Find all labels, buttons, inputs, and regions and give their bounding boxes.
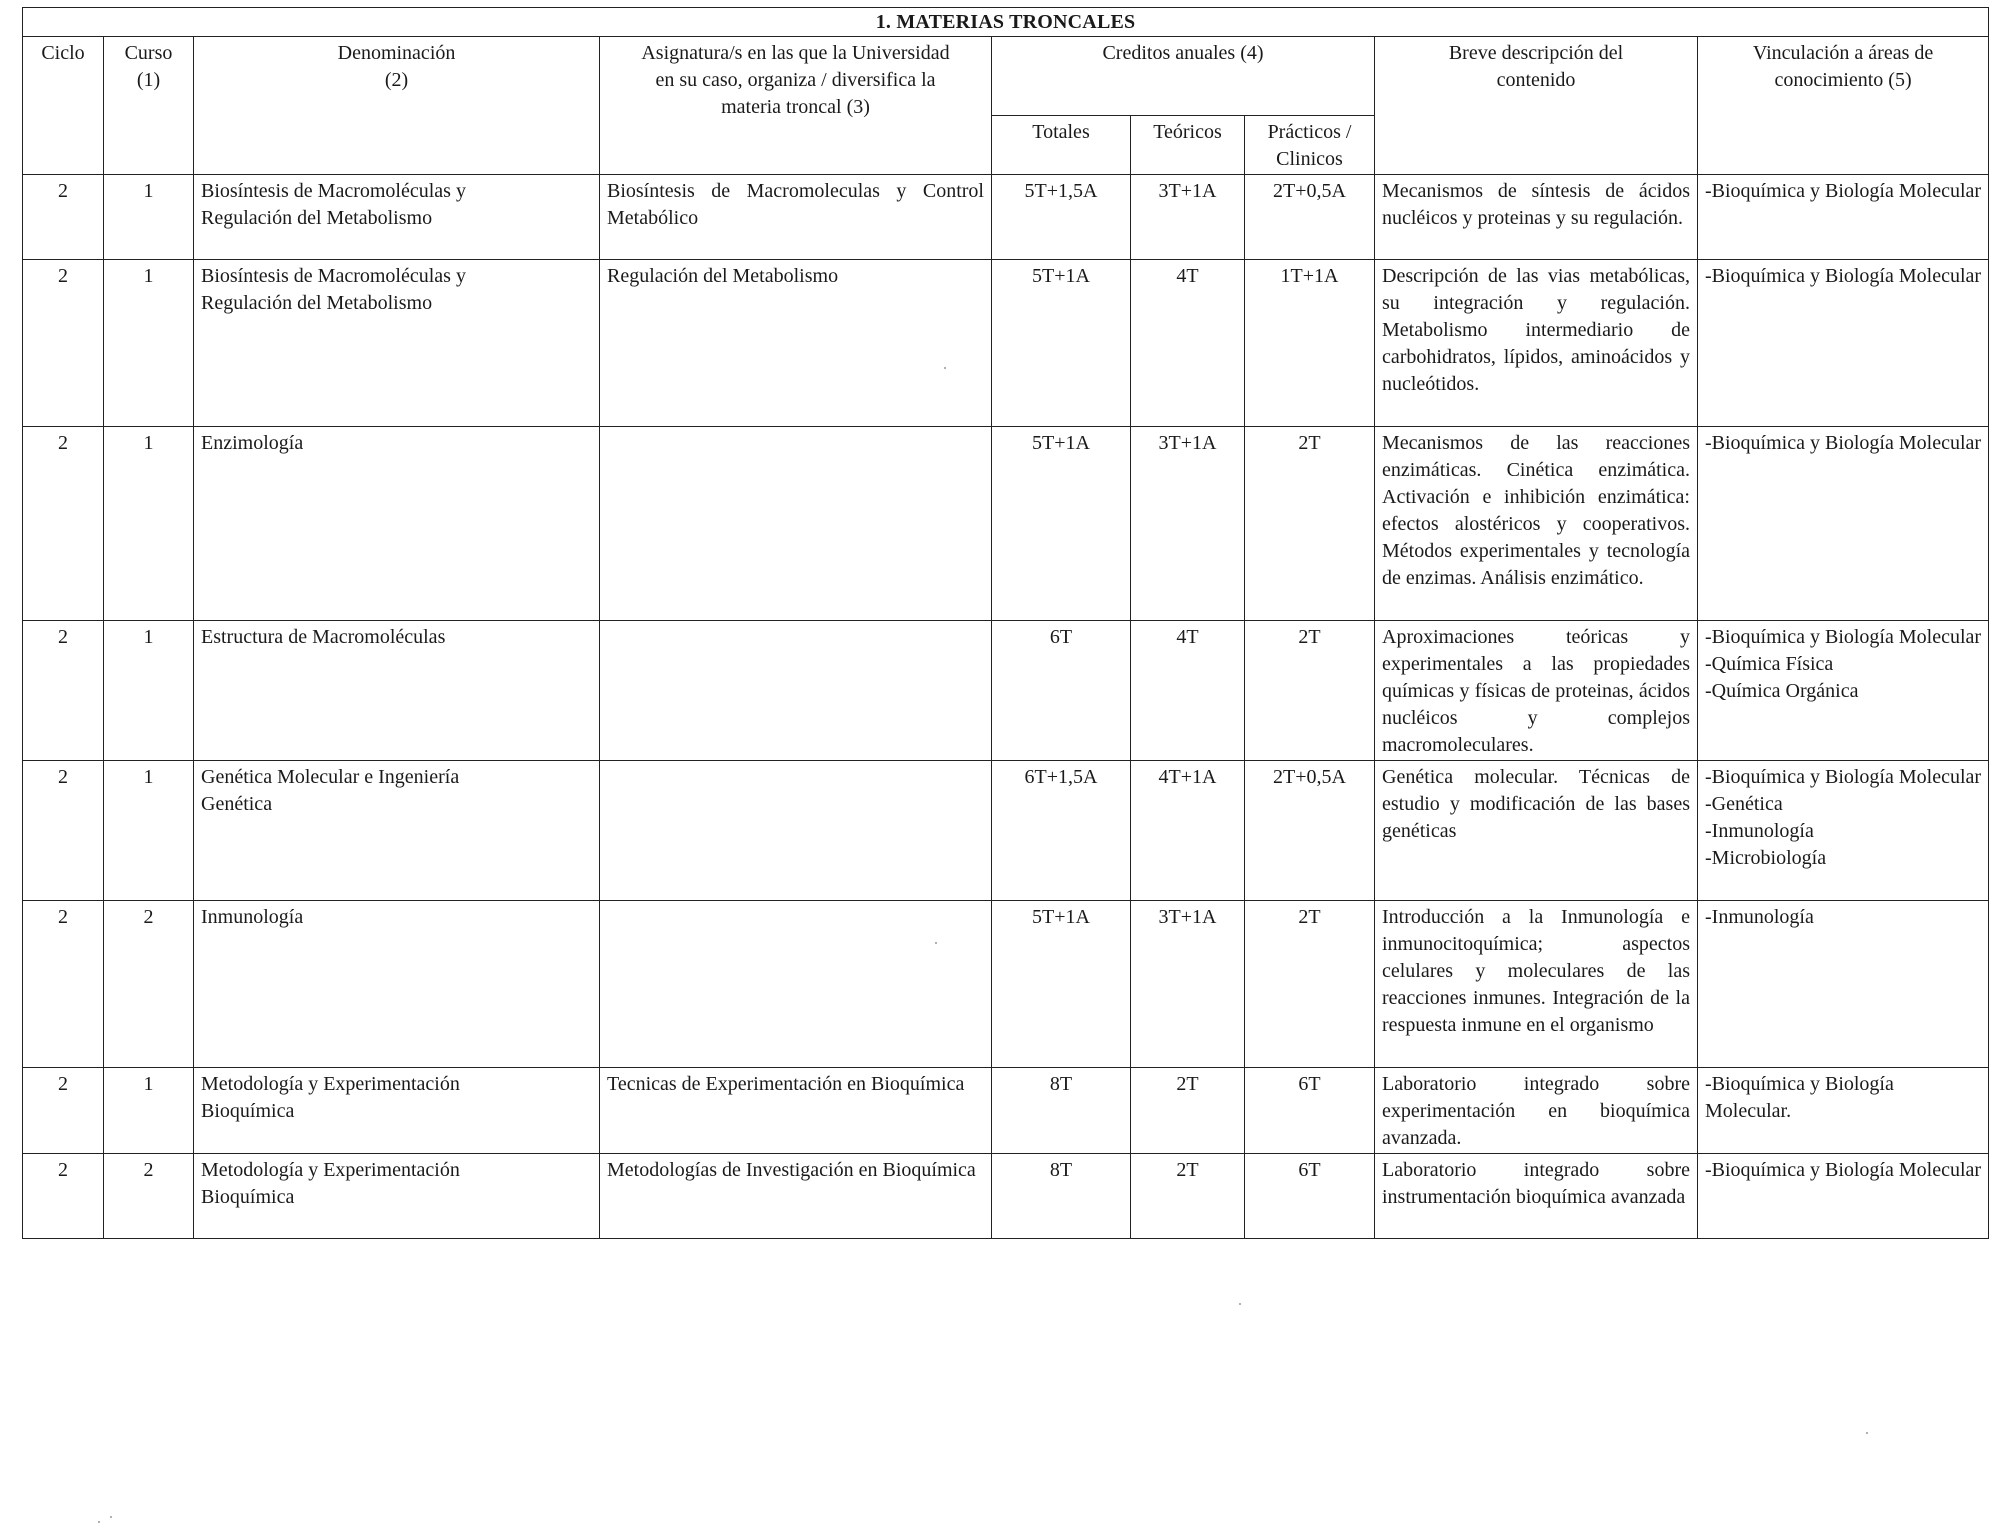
cell-ciclo: 2	[23, 1154, 104, 1239]
scan-speck	[1866, 1432, 1868, 1434]
cell-teoricos: 4T	[1131, 260, 1245, 427]
area-item: -Bioquímica y Biología Molecular	[1705, 432, 1982, 454]
table-row	[23, 427, 1989, 621]
table-row	[23, 1154, 1989, 1239]
cell-teoricos: 4T+1A	[1131, 761, 1245, 901]
cell-curso: 2	[104, 901, 194, 1068]
cell-vinculacion	[1698, 1068, 1989, 1154]
header-asignatura-line: materia troncal (3)	[721, 96, 870, 118]
cell-teoricos: 4T	[1131, 621, 1245, 761]
cell-curso: 1	[104, 427, 194, 621]
cell-asignatura	[600, 761, 992, 901]
header-asignatura	[600, 37, 992, 175]
cell-descripcion: Laboratorio integrado sobre experimentación en bioquímica avanzada.	[1375, 1068, 1698, 1154]
cell-totales: 6T+1,5A	[992, 761, 1131, 901]
table-body	[23, 175, 1989, 1239]
header-curso-line: Curso	[124, 42, 173, 64]
denominacion-line: Metodología y Experimentación	[201, 1073, 460, 1095]
cell-curso: 1	[104, 175, 194, 260]
cell-asignatura: Biosíntesis de Macromoleculas y Control Metabólico	[600, 175, 992, 260]
area-item: -Bioquímica y Biología Molecular	[1705, 180, 1982, 202]
scan-speck	[110, 1516, 112, 1518]
cell-totales: 5T+1,5A	[992, 175, 1131, 260]
cell-ciclo: 2	[23, 621, 104, 761]
cell-denominacion	[194, 1154, 600, 1239]
cell-ciclo: 2	[23, 901, 104, 1068]
area-item: -Bioquímica y Biología Molecular	[1705, 265, 1982, 287]
cell-curso: 1	[104, 260, 194, 427]
cell-teoricos: 2T	[1131, 1068, 1245, 1154]
cell-vinculacion	[1698, 901, 1989, 1068]
cell-teoricos: 2T	[1131, 1154, 1245, 1239]
cell-totales: 5T+1A	[992, 260, 1131, 427]
cell-descripcion: Mecanismos de síntesis de ácidos nucléicos y proteinas y su regulación.	[1375, 175, 1698, 260]
cell-asignatura: Regulación del Metabolismo	[600, 260, 992, 427]
header-asignatura-line: Asignatura/s en las que la Universidad	[641, 42, 950, 64]
header-curso-line: (1)	[136, 69, 161, 91]
cell-totales: 8T	[992, 1154, 1131, 1239]
table-row	[23, 901, 1989, 1068]
scan-speck	[944, 367, 946, 369]
table-row	[23, 175, 1989, 260]
cell-descripcion: Mecanismos de las reacciones enzimáticas. Cinética enzimática. Activación e inhibición enzimática: efectos alostéricos y cooperativos. Métodos experimentales y tecnología de enzimas. Análisis enzimático.	[1375, 427, 1698, 621]
cell-vinculacion	[1698, 175, 1989, 260]
table-row	[23, 621, 1989, 761]
header-descripcion-line: Breve descripción del	[1448, 42, 1624, 64]
denominacion-line: Biosíntesis de Macromoléculas y	[201, 265, 466, 287]
cell-ciclo: 2	[23, 1068, 104, 1154]
cell-teoricos: 3T+1A	[1131, 427, 1245, 621]
cell-practicos: 2T	[1245, 621, 1375, 761]
cell-practicos: 6T	[1245, 1068, 1375, 1154]
header-vinculacion-line: Vinculación a áreas de	[1752, 42, 1934, 64]
cell-practicos: 2T+0,5A	[1245, 175, 1375, 260]
cell-vinculacion	[1698, 761, 1989, 901]
cell-ciclo: 2	[23, 260, 104, 427]
cell-denominacion	[194, 621, 600, 761]
cell-denominacion	[194, 761, 600, 901]
denominacion-line: Genética Molecular e Ingeniería	[201, 766, 460, 788]
area-item: -Bioquímica y Biología Molecular	[1705, 766, 1982, 788]
header-practicos-line: Prácticos /	[1267, 121, 1352, 143]
cell-descripcion: Aproximaciones teóricas y experimentales a las propiedades químicas y físicas de proteinas, ácidos nucléicos y complejos macromoleculares.	[1375, 621, 1698, 761]
header-denominacion	[194, 37, 600, 175]
header-vinculacion-line: conocimiento (5)	[1774, 69, 1912, 91]
denominacion-line: Biosíntesis de Macromoléculas y	[201, 180, 466, 202]
cell-vinculacion	[1698, 260, 1989, 427]
cell-asignatura	[600, 621, 992, 761]
denominacion-line: Bioquímica	[201, 1186, 295, 1208]
denominacion-line: Bioquímica	[201, 1100, 295, 1122]
area-item: -Bioquímica y Biología Molecular	[1705, 626, 1982, 648]
cell-asignatura: Metodologías de Investigación en Bioquímica	[600, 1154, 992, 1239]
cell-totales: 5T+1A	[992, 427, 1131, 621]
cell-denominacion	[194, 1068, 600, 1154]
cell-practicos: 2T+0,5A	[1245, 761, 1375, 901]
cell-practicos: 2T	[1245, 901, 1375, 1068]
cell-totales: 8T	[992, 1068, 1131, 1154]
header-denominacion-line: (2)	[384, 69, 409, 91]
denominacion-line: Enzimología	[201, 432, 304, 454]
cell-practicos: 2T	[1245, 427, 1375, 621]
cell-descripcion: Introducción a la Inmunología e inmunocitoquímica; aspectos celulares y moleculares de las reacciones inmunes. Integración de la respuesta inmune en el organismo	[1375, 901, 1698, 1068]
cell-denominacion	[194, 260, 600, 427]
header-denominacion-line: Denominación	[337, 42, 456, 64]
cell-totales: 6T	[992, 621, 1131, 761]
cell-totales: 5T+1A	[992, 901, 1131, 1068]
cell-ciclo: 2	[23, 761, 104, 901]
area-item: -Inmunología	[1705, 906, 1814, 928]
cell-denominacion	[194, 427, 600, 621]
denominacion-line: Genética	[201, 793, 273, 815]
cell-asignatura: Tecnicas de Experimentación en Bioquímica	[600, 1068, 992, 1154]
header-vinculacion	[1698, 37, 1989, 175]
cell-asignatura	[600, 901, 992, 1068]
header-practicos	[1245, 116, 1375, 175]
cell-practicos: 1T+1A	[1245, 260, 1375, 427]
denominacion-line: Estructura de Macromoléculas	[201, 626, 446, 648]
scan-speck	[98, 1521, 100, 1523]
header-asignatura-line: en su caso, organiza / diversifica la	[655, 69, 936, 91]
area-item: -Química Orgánica	[1705, 680, 1859, 702]
materias-troncales-table	[22, 7, 1989, 1239]
denominacion-line: Metodología y Experimentación	[201, 1159, 460, 1181]
header-descripcion-line: contenido	[1496, 69, 1576, 91]
cell-vinculacion	[1698, 1154, 1989, 1239]
table-row	[23, 1068, 1989, 1154]
header-curso	[104, 37, 194, 175]
header-teoricos: Teóricos	[1131, 116, 1245, 175]
cell-curso: 2	[104, 1154, 194, 1239]
area-item: -Química Física	[1705, 653, 1834, 675]
scan-speck	[1239, 1303, 1241, 1305]
table-row	[23, 260, 1989, 427]
cell-denominacion	[194, 175, 600, 260]
cell-descripcion: Descripción de las vias metabólicas, su integración y regulación. Metabolismo intermediario de carbohidratos, lípidos, aminoácidos y nucleótidos.	[1375, 260, 1698, 427]
cell-ciclo: 2	[23, 175, 104, 260]
cell-descripcion: Laboratorio integrado sobre instrumentación bioquímica avanzada	[1375, 1154, 1698, 1239]
table-row	[23, 761, 1989, 901]
header-practicos-line: Clinicos	[1276, 148, 1343, 170]
cell-vinculacion	[1698, 621, 1989, 761]
header-creditos: Creditos anuales (4)	[992, 37, 1375, 116]
denominacion-line: Regulación del Metabolismo	[201, 207, 433, 229]
cell-curso: 1	[104, 761, 194, 901]
cell-curso: 1	[104, 621, 194, 761]
cell-curso: 1	[104, 1068, 194, 1154]
cell-teoricos: 3T+1A	[1131, 175, 1245, 260]
cell-denominacion	[194, 901, 600, 1068]
area-item: -Bioquímica y Biología Molecular.	[1705, 1073, 1894, 1122]
denominacion-line: Regulación del Metabolismo	[201, 292, 433, 314]
cell-ciclo: 2	[23, 427, 104, 621]
cell-vinculacion	[1698, 427, 1989, 621]
header-totales: Totales	[992, 116, 1131, 175]
table-title: 1. MATERIAS TRONCALES	[23, 8, 1989, 37]
cell-descripcion: Genética molecular. Técnicas de estudio y modificación de las bases genéticas	[1375, 761, 1698, 901]
area-item: -Microbiología	[1705, 847, 1827, 869]
scan-speck	[935, 942, 937, 944]
header-descripcion	[1375, 37, 1698, 175]
cell-teoricos: 3T+1A	[1131, 901, 1245, 1068]
cell-asignatura	[600, 427, 992, 621]
denominacion-line: Inmunología	[201, 906, 304, 928]
cell-practicos: 6T	[1245, 1154, 1375, 1239]
area-item: -Bioquímica y Biología Molecular	[1705, 1159, 1982, 1181]
area-item: -Genética	[1705, 793, 1783, 815]
area-item: -Inmunología	[1705, 820, 1814, 842]
header-ciclo: Ciclo	[23, 37, 104, 175]
